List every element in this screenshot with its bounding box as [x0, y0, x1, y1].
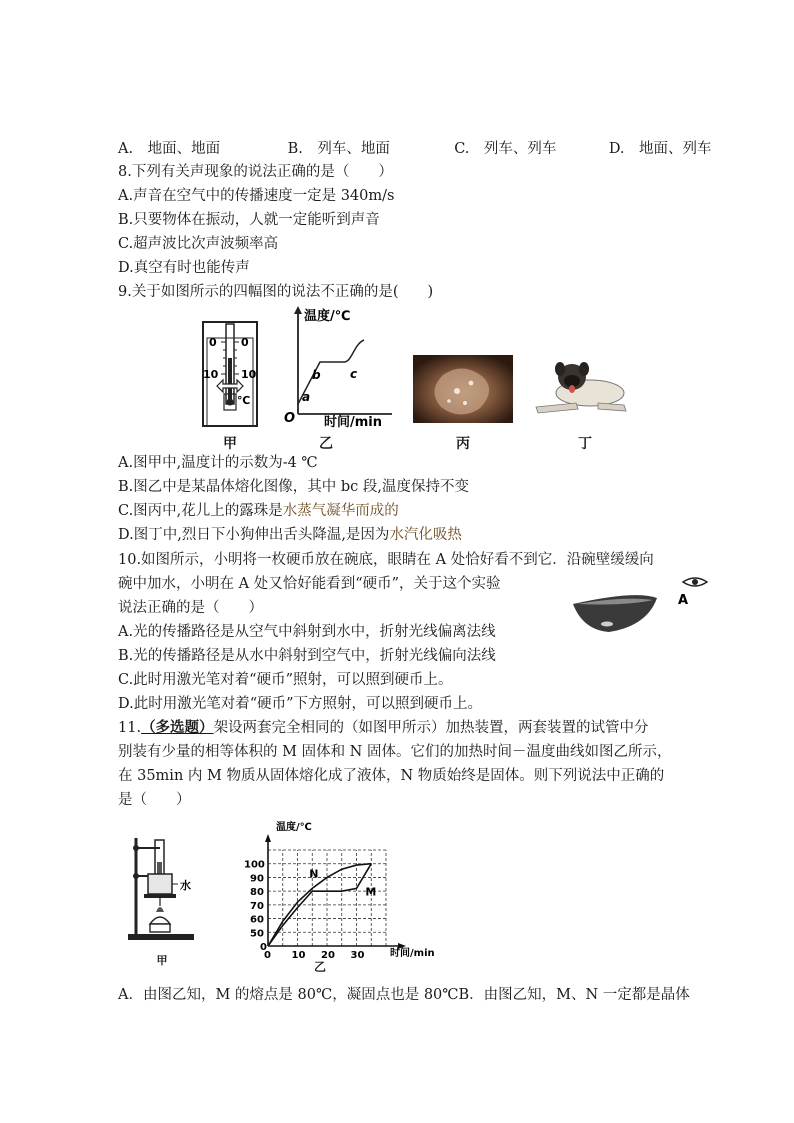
graph-point-c: c	[350, 367, 358, 381]
x-tick-label: 10	[291, 950, 306, 961]
thermo-unit: ℃	[237, 394, 251, 407]
eye-label: A	[678, 593, 689, 608]
q8-stem: 8.下列有关声现象的说法正确的是（ ）	[118, 164, 393, 180]
q10-stem-line3: 说法正确的是（ ）	[118, 600, 263, 616]
series-label-m: M	[365, 885, 377, 899]
apparatus-water-label: 水	[180, 879, 191, 892]
fig-label-yi: 乙	[319, 436, 333, 452]
q11-multi-tag: （多选题）	[141, 719, 214, 736]
y-tick-label: 80	[250, 887, 264, 899]
q7-option-b: B. 列车、地面	[287, 141, 390, 157]
fig-label-apparatus-jia: 甲	[156, 954, 168, 967]
heating-apparatus-figure	[124, 832, 204, 944]
temperature-time-chart	[240, 816, 450, 976]
chart-xlabel: 时间/min	[390, 948, 435, 959]
q9-option-a: A.图甲中,温度计的示数为-4 ℃	[118, 455, 318, 471]
q11-stem-text: 架设两套完全相同的（如图甲所示）加热装置，两套装置的试管中分	[213, 720, 649, 736]
q8-option-d: D.真空有时也能传声	[118, 260, 250, 276]
q11-stem-line1	[118, 718, 649, 738]
q7-option-d: D. 地面、列车	[608, 141, 712, 157]
q11-option-line: A．由图乙知，M 的熔点是 80℃，凝固点也是 80℃B．由图乙知，M、N 一定都是晶体	[118, 987, 690, 1003]
q11-number: 11.	[118, 720, 142, 736]
x-tick-label: 0	[264, 950, 271, 961]
q10-option-a: A.光的传播路径是从空气中斜射到水中，折射光线偏离法线	[118, 624, 496, 640]
dew-flower-photo	[413, 355, 513, 423]
q9-stem: 9.关于如图所示的四幅图的说法不正确的是( )	[118, 284, 434, 300]
y-axis-arrow	[265, 834, 271, 842]
q11-stem-line4: 是（ ）	[118, 792, 191, 808]
q7-option-c: C. 列车、列车	[454, 141, 557, 157]
q9-option-c: C.图丙中,花儿上的露珠是水蒸气凝华而成的	[118, 503, 399, 519]
thermo-tick-10-right: 10	[241, 368, 257, 381]
melting-graph-figure	[280, 304, 400, 430]
bowl-coin-figure	[565, 570, 715, 640]
series-label-n: N	[309, 867, 319, 881]
q9-option-d: D.图丁中,烈日下小狗伸出舌头降温,是因为水汽化吸热	[118, 527, 462, 543]
q11-stem-line2: 别装有少量的相等体积的 M 固体和 N 固体。它们的加热时间－温度曲线如图乙所示，	[118, 744, 672, 760]
graph-xlabel: 时间/min	[324, 415, 383, 430]
graph-ylabel: 温度/℃	[304, 309, 351, 324]
highlight-text: 水汽化吸热	[389, 527, 462, 543]
q7-option-a: A. 地面、地面	[118, 141, 221, 157]
thermo-tick-0-right: 0	[241, 336, 249, 349]
q9-option-b: B.图乙中是某晶体熔化图像，其中 bc 段,温度保持不变	[118, 479, 469, 495]
q10-option-c: C.此时用激光笔对着“硬币”照射，可以照到硬币上。	[118, 672, 453, 688]
dog-figure	[528, 355, 632, 421]
q10-option-d: D.此时用激光笔对着“硬币”下方照射，可以照到硬币上。	[118, 696, 483, 712]
q10-stem-line1: 10.如图所示，小明将一枚硬币放在碗底，眼睛在 A 处恰好看不到它．沿碗壁缓缓向	[118, 552, 654, 568]
fig-label-jia: 甲	[223, 436, 237, 452]
q10-stem-line2: 碗中加水，小明在 A 处又恰好能看到“硬币”，关于这个实验	[118, 576, 501, 592]
thermo-tick-10-left: 10	[203, 368, 219, 381]
y-tick-label: 90	[250, 873, 264, 885]
graph-point-a: a	[302, 390, 311, 404]
q8-option-c: C.超声波比次声波频率高	[118, 236, 279, 252]
graph-origin: O	[284, 411, 296, 426]
y-tick-label: 70	[250, 900, 264, 912]
x-tick-label: 30	[350, 950, 365, 961]
q10-option-b: B.光的传播路径是从水中斜射到空气中，折射光线偏向法线	[118, 648, 496, 664]
graph-point-b: b	[312, 368, 321, 382]
y-tick-label: 100	[244, 859, 265, 871]
fig-label-ding: 丁	[578, 436, 592, 452]
q8-option-a: A.声音在空气中的传播速度一定是 340m/s	[118, 188, 395, 204]
y-tick-label: 60	[250, 914, 264, 926]
highlight-text: 水蒸气凝华而成的	[282, 503, 399, 519]
thermometer-figure	[195, 318, 265, 430]
q7-options	[118, 139, 712, 159]
q8-option-b: B.只要物体在振动，人就一定能听到声音	[118, 212, 380, 228]
chart-ylabel: 温度/℃	[276, 822, 312, 833]
fig-label-chart-yi: 乙	[313, 960, 326, 974]
x-tick-label: 20	[321, 950, 335, 961]
q11-stem-line3: 在 35min 内 M 物质从固体熔化成了液体，N 物质始终是固体。则下列说法中正确的	[118, 768, 665, 784]
y-tick-label: 50	[250, 928, 264, 940]
thermo-tick-0-left: 0	[209, 336, 217, 349]
fig-label-bing: 丙	[456, 436, 470, 452]
y-tick-label: 0	[260, 942, 267, 953]
